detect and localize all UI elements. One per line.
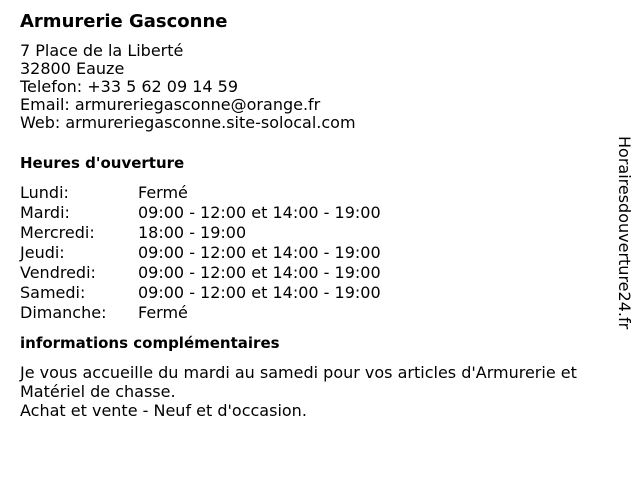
- hours-day: Samedi:: [20, 283, 86, 302]
- web-line[interactable]: Web: armureriegasconne.site-solocal.com: [20, 113, 356, 132]
- hours-row-tuesday: [20, 203, 600, 223]
- hours-day: Vendredi:: [20, 263, 96, 282]
- hours-day: Lundi:: [20, 183, 69, 202]
- watermark-text: Horairesdouverture24.fr: [615, 136, 634, 330]
- site-watermark: [612, 136, 636, 366]
- hours-value: Fermé: [138, 303, 188, 322]
- hours-day: Dimanche:: [20, 303, 107, 322]
- hours-row-saturday: [20, 283, 600, 303]
- phone-line[interactable]: Telefon: +33 5 62 09 14 59: [20, 77, 239, 96]
- info-line: Achat et vente - Neuf et d'occasion.: [20, 401, 307, 420]
- hours-value: 09:00 - 12:00 et 14:00 - 19:00: [138, 283, 381, 302]
- email-line[interactable]: Email: armureriegasconne@orange.fr: [20, 95, 321, 114]
- address-street: 7 Place de la Liberté: [20, 41, 184, 60]
- hours-value: 09:00 - 12:00 et 14:00 - 19:00: [138, 203, 381, 222]
- hours-value: 09:00 - 12:00 et 14:00 - 19:00: [138, 263, 381, 282]
- hours-row-friday: [20, 263, 600, 283]
- hours-value: Fermé: [138, 183, 188, 202]
- info-heading: informations complémentaires: [20, 334, 280, 352]
- hours-table: [20, 183, 600, 323]
- info-line: Je vous accueille du mardi au samedi pour vos articles d'Armurerie et Matériel de chasse.: [20, 363, 577, 401]
- business-card: [20, 10, 600, 420]
- hours-row-monday: [20, 183, 600, 203]
- business-name: Armurerie Gasconne: [20, 11, 228, 32]
- hours-day: Jeudi:: [20, 243, 65, 262]
- hours-heading: Heures d'ouverture: [20, 154, 185, 172]
- hours-day: Mardi:: [20, 203, 70, 222]
- contact-block: [20, 42, 600, 132]
- hours-value: 09:00 - 12:00 et 14:00 - 19:00: [138, 243, 381, 262]
- info-description: [20, 363, 594, 420]
- hours-day: Mercredi:: [20, 223, 95, 242]
- hours-row-sunday: [20, 303, 600, 323]
- address-city: 32800 Eauze: [20, 59, 125, 78]
- hours-row-wednesday: [20, 223, 600, 243]
- hours-row-thursday: [20, 243, 600, 263]
- hours-value: 18:00 - 19:00: [138, 223, 247, 242]
